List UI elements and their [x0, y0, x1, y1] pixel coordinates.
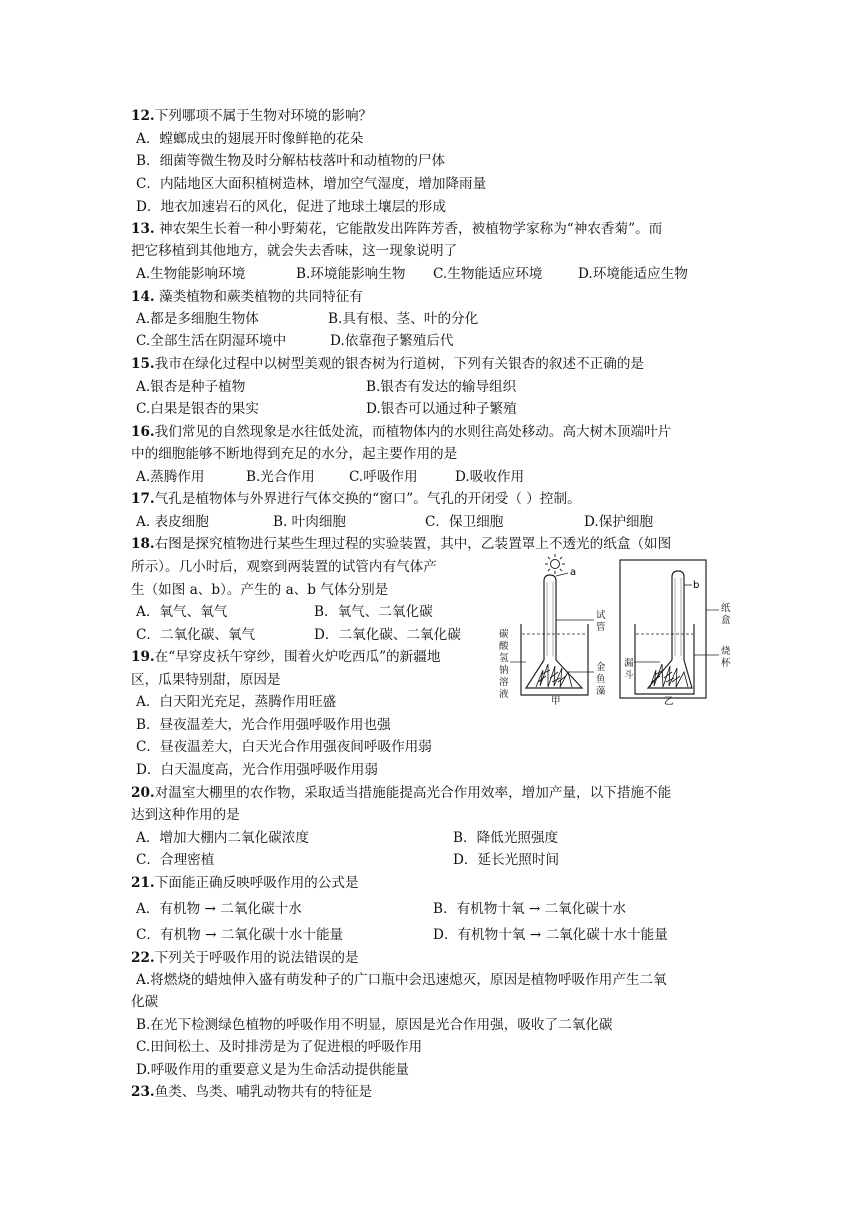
option-d: D.保护细胞: [584, 514, 654, 530]
option-d: D.依靠孢子繁殖后代: [330, 333, 454, 349]
option-c: C.白果是银杏的果实: [136, 401, 259, 417]
question-stem-cont: 中的细胞能够不断地得到充足的水分，起主要作用的是: [131, 446, 458, 462]
option-a: A.生物能影响环境: [136, 266, 246, 282]
label-test-tube: [596, 609, 606, 633]
question-21: [131, 873, 359, 893]
test-tube-left: [544, 575, 556, 660]
question-number: 20.: [131, 785, 155, 801]
label-a: a: [570, 567, 577, 578]
svg-text:杯: 杯: [721, 658, 731, 669]
option-d: D．有机物十氧 → 二氧化碳十水十能量: [433, 927, 668, 943]
svg-text:溶: 溶: [499, 677, 509, 688]
question-14: [131, 287, 363, 307]
option-b: B.具有根、茎、叶的分化: [328, 311, 479, 327]
question-stem-cont: 生（如图 a、b）。产生的 a、b 气体分别是: [131, 582, 389, 598]
question-stem: 下列哪项不属于生物对环境的影响？: [154, 108, 373, 124]
svg-text:藻: 藻: [596, 686, 606, 697]
option-c: C．合理密植: [136, 852, 215, 868]
option-d: D.银杏可以通过种子繁殖: [366, 401, 517, 417]
question-stem: 鱼类、鸟类、哺乳动物共有的特征是: [154, 1084, 373, 1100]
test-tube-right: [672, 571, 684, 660]
option-d: D．延长光照时间: [453, 852, 560, 868]
question-stem: 下列关于呼吸作用的说法错误的是: [154, 950, 359, 966]
question-stem-cont: 区，瓜果特别甜，原因是: [131, 672, 281, 688]
question-20: [131, 783, 671, 803]
option-d: D.吸收作用: [455, 469, 525, 485]
question-number: 19.: [131, 649, 155, 665]
sun-icon: [545, 554, 565, 574]
question-stem: 我市在绿化过程中以树型美观的银杏树为行道树，下列有关银杏的叙述不正确的是: [154, 356, 645, 372]
label-beaker: [721, 645, 731, 669]
option-b: B．氧气、二氧化碳: [314, 604, 433, 620]
question-19: [131, 647, 440, 667]
option-c: C．昼夜温差大，白天光合作用强夜间呼吸作用弱: [136, 739, 432, 755]
question-12: [131, 106, 372, 126]
question-number: 13.: [131, 221, 155, 237]
label-sodium-bicarbonate: [499, 628, 509, 700]
label-paper-box: [721, 603, 731, 626]
question-number: 17.: [131, 491, 155, 507]
option-d: D.环境能适应生物: [578, 266, 688, 282]
option-b: B．降低光照强度: [453, 830, 559, 846]
option-a: A.银杏是种子植物: [136, 379, 246, 395]
question-15: [131, 354, 644, 374]
question-16: [131, 422, 671, 442]
question-number: 22.: [131, 950, 155, 966]
question-number: 18.: [131, 536, 155, 552]
label-b: b: [693, 580, 700, 591]
question-number: 23.: [131, 1084, 155, 1100]
option-b: B.环境能影响生物: [296, 266, 406, 282]
option-b: B．细菌等微生物及时分解枯枝落叶和动植物的尸体: [136, 153, 446, 169]
option-d: D．二氧化碳、二氧化碳: [314, 627, 461, 643]
option-a: A.将燃烧的蜡烛伸入盛有萌发种子的广口瓶中会迅速熄灭，原因是植物呼吸作用产生二氧: [136, 972, 667, 988]
question-stem: 藻类植物和蕨类植物的共同特征有: [158, 289, 363, 305]
question-stem: 右图是探究植物进行某些生理过程的实验装置，其中，乙装置罩上不透光的纸盒（如图: [154, 536, 672, 552]
question-17: [131, 489, 581, 509]
question-stem-cont: 把它移植到其他地方，就会失去香味，这一现象说明了: [131, 243, 458, 259]
svg-text:管: 管: [596, 622, 606, 633]
question-stem: 神农架生长着一种小野菊花，它能散发出阵阵芳香，被植物学家称为“神农香菊”。而: [158, 221, 663, 237]
svg-text:氢: 氢: [499, 653, 509, 664]
svg-text:纸: 纸: [721, 603, 731, 614]
option-d: D.呼吸作用的重要意义是为生命活动提供能量: [136, 1062, 410, 1078]
svg-text:烧: 烧: [721, 646, 731, 657]
option-a: A. 表皮细胞: [136, 514, 209, 530]
question-stem: 我们常见的自然现象是水往低处流，而植物体内的水则往高处移动。高大树木顶端叶片: [154, 424, 672, 440]
svg-text:液: 液: [499, 689, 509, 700]
option-b: B．昼夜温差大，光合作用强呼吸作用也强: [136, 717, 391, 733]
question-stem: 在“早穿皮袄午穿纱，围着火炉吃西瓜”的新疆地: [154, 649, 441, 665]
question-number: 12.: [131, 108, 155, 124]
caption-right: 乙: [664, 696, 674, 707]
option-d: D．白天温度高，光合作用强呼吸作用弱: [136, 762, 378, 778]
caption-left: 甲: [551, 696, 561, 707]
question-number: 14.: [131, 289, 155, 305]
option-a: A．氧气、氧气: [136, 604, 228, 620]
svg-text:斗: 斗: [624, 670, 634, 681]
option-b: B.银杏有发达的输导组织: [366, 379, 517, 395]
option-a: A．增加大棚内二氧化碳浓度: [136, 830, 309, 846]
experiment-figure: [488, 552, 746, 708]
option-c: C.呼吸作用: [349, 469, 418, 485]
option-a: A.都是多细胞生物体: [136, 311, 259, 327]
question-stem: 对温室大棚里的农作物，采取适当措施能提高光合作用效率，增加产量，以下措施不能: [154, 785, 672, 801]
option-b: B. 叶肉细胞: [273, 514, 347, 530]
option-c: C．二氧化碳、氧气: [136, 627, 256, 643]
aquarium-plant-right: [650, 664, 688, 687]
question-stem-cont: 达到这种作用的是: [131, 807, 240, 823]
option-c: C.全部生活在阴湿环境中: [136, 333, 287, 349]
option-a: A.蒸腾作用: [136, 469, 205, 485]
question-number: 21.: [131, 875, 155, 891]
question-13: [131, 219, 662, 239]
svg-text:试: 试: [596, 610, 606, 621]
option-c: C．内陆地区大面积植树造林，增加空气湿度，增加降雨量: [136, 176, 487, 192]
option-a: A．螳螂成虫的翅展开时像鲜艳的花朵: [136, 131, 364, 147]
label-funnel: [624, 658, 634, 681]
svg-text:酸: 酸: [499, 641, 509, 652]
question-number: 15.: [131, 356, 155, 372]
question-stem: 气孔是植物体与外界进行气体交换的“窗口”。气孔的开闭受（ ）控制。: [154, 491, 581, 507]
option-a-cont: 化碳: [131, 994, 159, 1010]
option-c: C.生物能适应环境: [433, 266, 543, 282]
question-number: 16.: [131, 424, 155, 440]
label-aquarium-plant: [596, 661, 606, 697]
option-a: A．白天阳光充足，蒸腾作用旺盛: [136, 694, 337, 710]
question-23: [131, 1082, 372, 1102]
question-stem: 下面能正确反映呼吸作用的公式是: [154, 875, 359, 891]
option-a: A．有机物 → 二氧化碳十水: [136, 901, 302, 917]
question-18: [131, 534, 671, 554]
aquarium-plant-left: [536, 664, 572, 687]
option-c: C．有机物 → 二氧化碳十水十能量: [136, 927, 344, 943]
svg-text:碳: 碳: [499, 629, 509, 640]
option-b: B.光合作用: [246, 469, 315, 485]
svg-text:鱼: 鱼: [596, 674, 606, 685]
question-22: [131, 948, 359, 968]
option-d: D．地衣加速岩石的风化，促进了地球土壤层的形成: [136, 199, 446, 215]
option-b: B.在光下检测绿色植物的呼吸作用不明显，原因是光合作用强，吸收了二氧化碳: [136, 1017, 613, 1033]
svg-text:金: 金: [596, 662, 606, 673]
option-c: C．保卫细胞: [425, 514, 504, 530]
svg-text:盒: 盒: [721, 615, 731, 626]
option-b: B．有机物十氧 → 二氧化碳十水: [433, 901, 627, 917]
option-c: C.田间松土、及时排涝是为了促进根的呼吸作用: [136, 1039, 423, 1055]
svg-text:漏: 漏: [624, 658, 634, 669]
question-stem-cont: 所示）。几小时后，观察到两装置的试管内有气体产: [131, 559, 437, 575]
svg-text:钠: 钠: [499, 665, 509, 676]
